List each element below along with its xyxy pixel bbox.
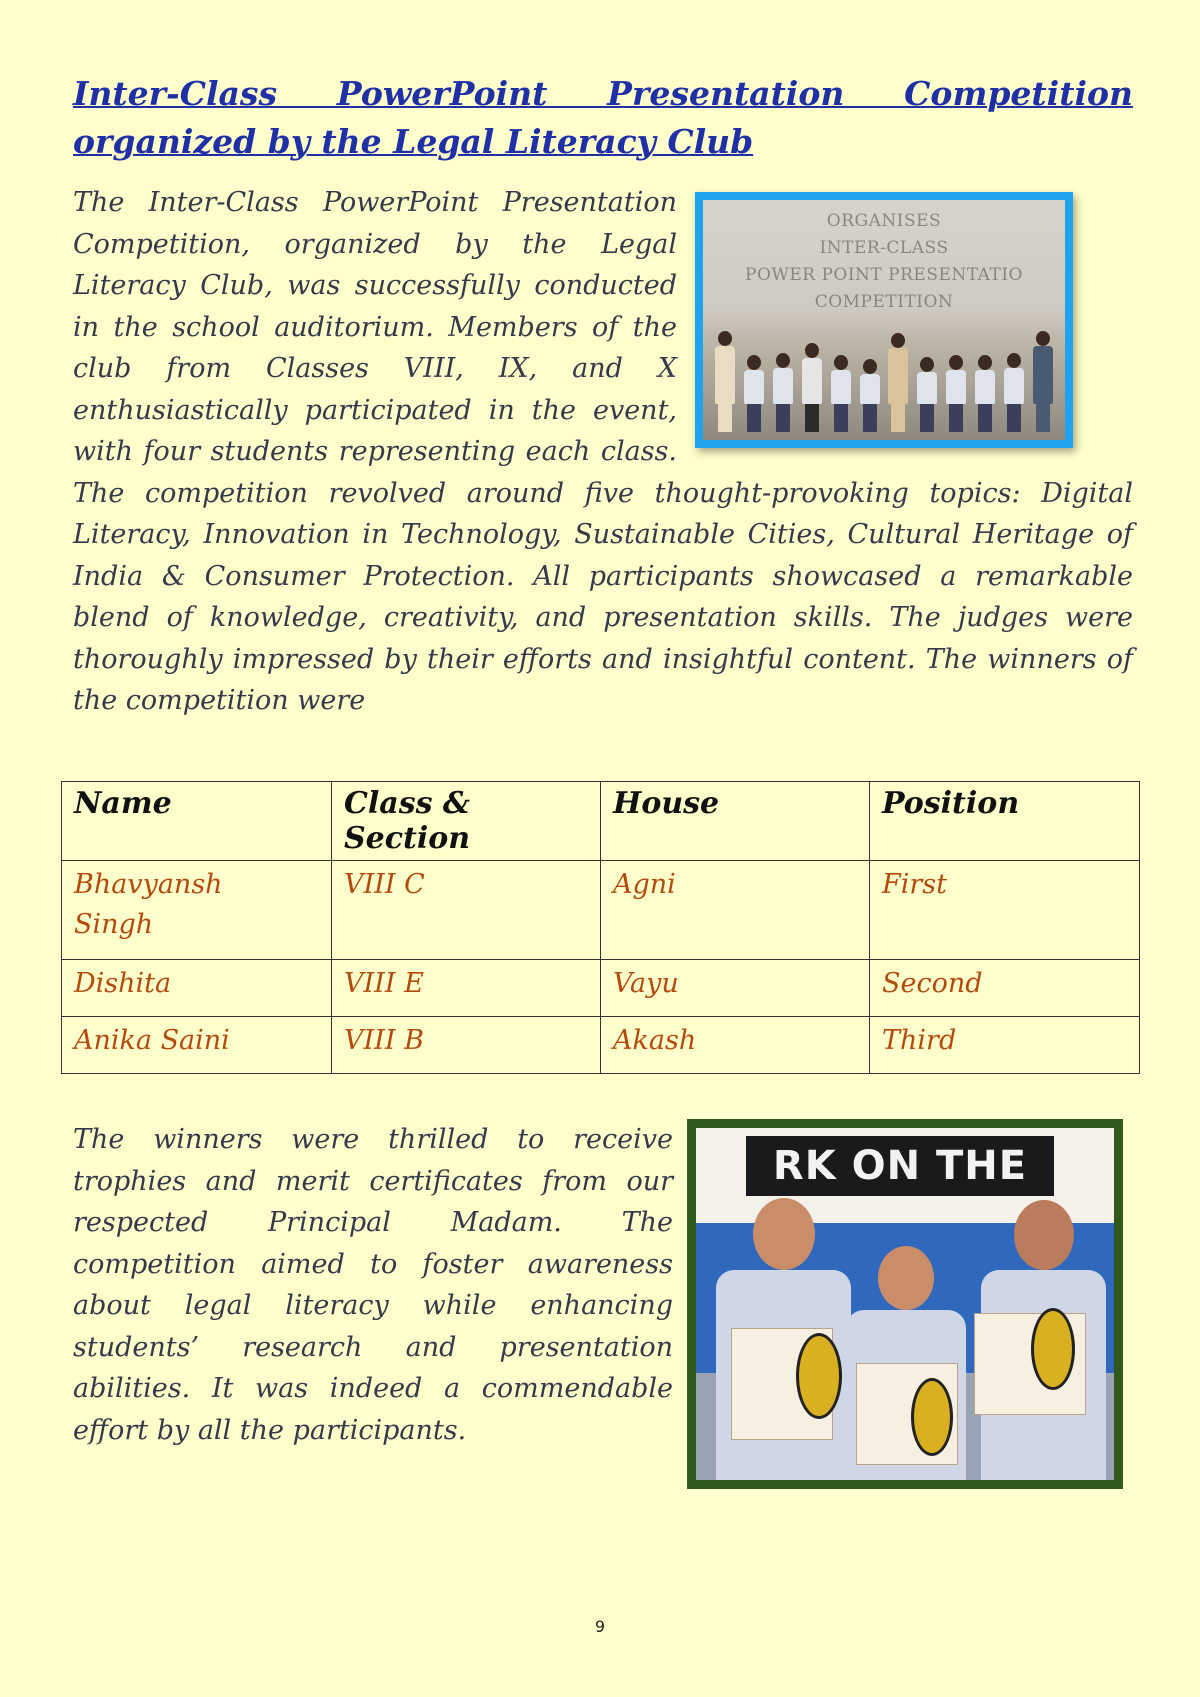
cell-position: Second — [870, 960, 1140, 1017]
person-figure — [715, 331, 735, 432]
column-header-position: Position — [870, 782, 1140, 861]
cell-position: First — [870, 861, 1140, 960]
cell-position: Third — [870, 1017, 1140, 1074]
person-figure — [888, 333, 908, 432]
page-number: 9 — [594, 1617, 606, 1636]
auditorium-photo-frame — [691, 182, 1133, 452]
cell-class-section: VIII B — [332, 1017, 601, 1074]
person-figure — [860, 359, 880, 432]
banner-line: INTER-CLASS — [819, 238, 949, 258]
cell-class-section: VIII E — [332, 960, 601, 1017]
banner-line: COMPETITION — [814, 292, 954, 312]
outro-section — [73, 1119, 1133, 1499]
column-header-house: House — [601, 782, 870, 861]
table-row — [62, 1017, 1140, 1074]
trophy-image — [911, 1378, 953, 1456]
cell-name: Anika Saini — [62, 1017, 332, 1074]
column-header-name: Name — [62, 782, 332, 861]
stage-banner — [723, 208, 1045, 316]
person-figure — [773, 353, 793, 432]
person-figure — [975, 355, 995, 432]
cell-house: Akash — [601, 1017, 870, 1074]
person-figure — [1004, 353, 1024, 432]
column-header-class-section: Class & Section — [332, 782, 601, 861]
group-of-students — [715, 312, 1053, 432]
person-figure — [917, 357, 937, 432]
person-figure — [1033, 331, 1053, 432]
winners-table-container — [61, 781, 1139, 1074]
intro-section — [73, 182, 1133, 722]
trophy-image — [1031, 1308, 1075, 1390]
intro-paragraph: The Inter-Class PowerPoint Presentation Competition, organized by the Legal Literacy Club, was successfully conducted in the school auditorium. Members of the club from Classes VIII, IX, and X enthusiastically participated in the event, with four students representing each class. The competition revolved around five thought-provoking topics: Digital Literacy, Innovation in Technology, Sustainable Cities, Cultural Heritage of India & Consumer Protection. All participants showcased a remarkable blend of knowledge, creativity, and presentation skills. The judges were thoroughly impressed by their efforts and insightful content. The winners of the competition were — [73, 187, 1133, 716]
outro-paragraph: The winners were thrilled to receive trophies and merit certificates from our respected Principal Madam. The competition aimed to foster awareness about legal literacy while enhancing students’ research and presentation abilities. It was indeed a commendable effort by all the participants. — [73, 1124, 673, 1446]
person-figure — [802, 343, 822, 432]
person-figure — [744, 355, 764, 432]
classroom-board: RK ON THE — [746, 1136, 1054, 1196]
table-row — [62, 960, 1140, 1017]
winners-photo-frame — [687, 1119, 1133, 1499]
trophy-image — [796, 1333, 842, 1419]
cell-house: Agni — [601, 861, 870, 960]
winners-table — [61, 781, 1140, 1074]
banner-line: POWER POINT PRESENTATIO — [745, 265, 1023, 285]
cell-house: Vayu — [601, 960, 870, 1017]
cell-name: Dishita — [62, 960, 332, 1017]
auditorium-group-photo — [695, 192, 1073, 448]
banner-line: ORGANISES — [826, 211, 942, 231]
table-row — [62, 861, 1140, 960]
person-figure — [946, 355, 966, 432]
page-title: Inter-Class PowerPoint Presentation Competition organized by the Legal Literacy Club — [73, 74, 1133, 161]
cell-name: Bhavyansh Singh — [62, 861, 332, 960]
table-header-row — [62, 782, 1140, 861]
person-figure — [831, 355, 851, 432]
cell-class-section: VIII C — [332, 861, 601, 960]
winners-photo — [687, 1119, 1123, 1489]
